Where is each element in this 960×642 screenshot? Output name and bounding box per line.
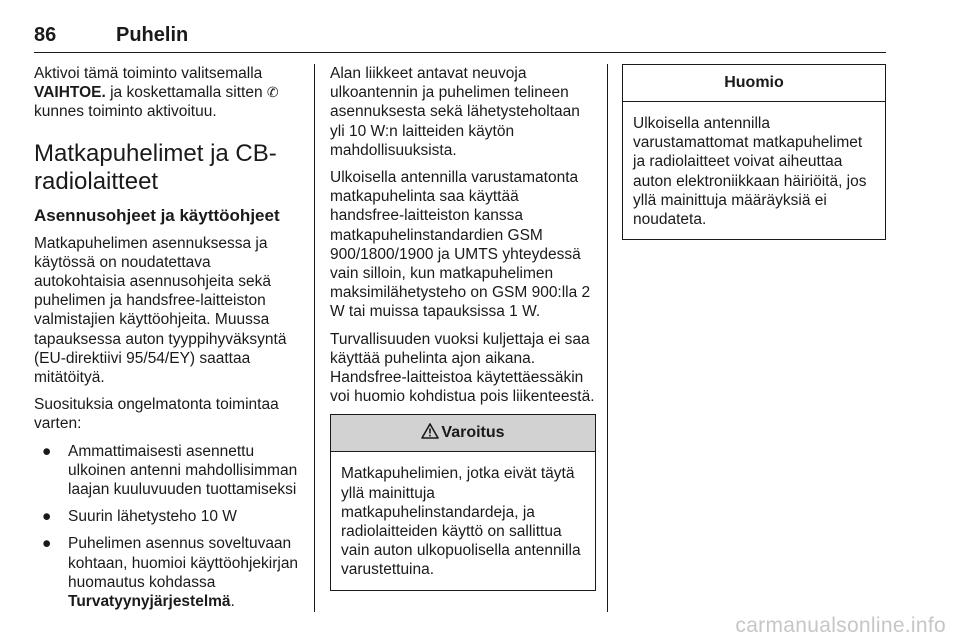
menu-option-label: VAIHTOE. <box>34 84 106 102</box>
body-paragraph: Alan liikkeet antavat neuvoja ulkoantennin ja puhelimen telineen asennuksesta sekä lähetysteholtaan yli 10 W:n laitteiden käytön mahdollisuuksista. <box>330 65 580 159</box>
column-divider <box>314 64 315 612</box>
bullet-icon: ● <box>42 442 52 460</box>
watermark: carmanualsonline.info <box>735 614 946 637</box>
list-item: ● Ammattimaisesti asennettu ulkoinen antenni mahdollisimman laajan kuuluvuuden tuottamiseksi <box>42 442 298 499</box>
warning-triangle-icon <box>421 423 439 439</box>
note-text: Ulkoisella antennilla varustamattomat matkapuhelimet ja radiolaitteet voivat aiheuttaa auton elektroniikkaan häiriöitä, jos yllä mainittuja määräyksiä ei noudateta. <box>633 115 867 229</box>
bullet-icon: ● <box>42 535 52 553</box>
warning-text: Matkapuhelimien, jotka eivät täytä yllä mainittuja matkapuhelinstandardeja, ja radiolaitteiden käyttö on sallittua vain auton ulkopuolisella antennilla varustettuina. <box>341 465 581 579</box>
body-paragraph: Suosituksia ongelmatonta toimintaa varten: <box>34 396 279 433</box>
list-item: ● Suurin lähetysteho 10 W <box>42 508 237 526</box>
column-middle <box>330 64 596 591</box>
chapter-heading: Matkapuhelimet ja CB-radiolaitteet <box>34 139 277 195</box>
body-paragraph: Ulkoisella antennilla varustamatonta matkapuhelinta saa käyttää handsfree-laitteiston kanssa matkapuhelinstandardien GSM 900/1800/1900 ja UMTS yhteydessä vain silloin, kun matkapuhelimen maksimilähetysteho on GSM 900:lla 2 W tai muissa tapauksissa 1 W. <box>330 169 591 321</box>
subsection-heading: Asennusohjeet ja käyttöohjeet <box>34 205 280 225</box>
body-paragraph: Matkapuhelimen asennuksessa ja käytössä on noudatettava autokohtaisia asennusohjeita sekä puhelimen ja handsfree-laitteiston valmistajien käyttöohjeita. Muussa tapauksessa auton tyyppihyväksyntä (EU-direktiivi 95/54/EY) saattaa mitätöityä. <box>34 234 287 387</box>
recommendation-list <box>34 442 300 612</box>
note-box <box>622 64 886 240</box>
warning-title: Varoitus <box>441 424 505 442</box>
page-header <box>34 22 886 53</box>
column-left <box>34 64 300 619</box>
intro-paragraph: Aktivoi tämä toiminto valitsemalla VAIHTOE. ja koskettamalla sitten ✆ kunnes toiminto aktivoituu. <box>34 65 279 121</box>
cross-reference-link[interactable]: Turvatyynyjärjestelmä <box>68 593 231 611</box>
column-divider <box>607 64 608 612</box>
list-item: ● Puhelimen asennus soveltuvaan kohtaan, huomioi käyttöohjekirjan huomautus kohdassa Turvatyynyjärjestelmä. <box>42 535 299 611</box>
body-paragraph: Turvallisuuden vuoksi kuljettaja ei saa käyttää puhelinta ajon aikana. Handsfree-laitteistoa käytettäessäkin voi huomio kohdistua pois liikenteestä. <box>330 330 595 406</box>
note-title: Huomio <box>623 65 885 102</box>
phone-icon: ✆ <box>266 84 279 101</box>
bullet-icon: ● <box>42 508 52 526</box>
warning-box <box>330 414 596 590</box>
section-title: Puhelin <box>116 24 189 46</box>
warning-header <box>331 415 595 452</box>
column-right <box>622 64 886 240</box>
page-number: 86 <box>34 24 57 46</box>
